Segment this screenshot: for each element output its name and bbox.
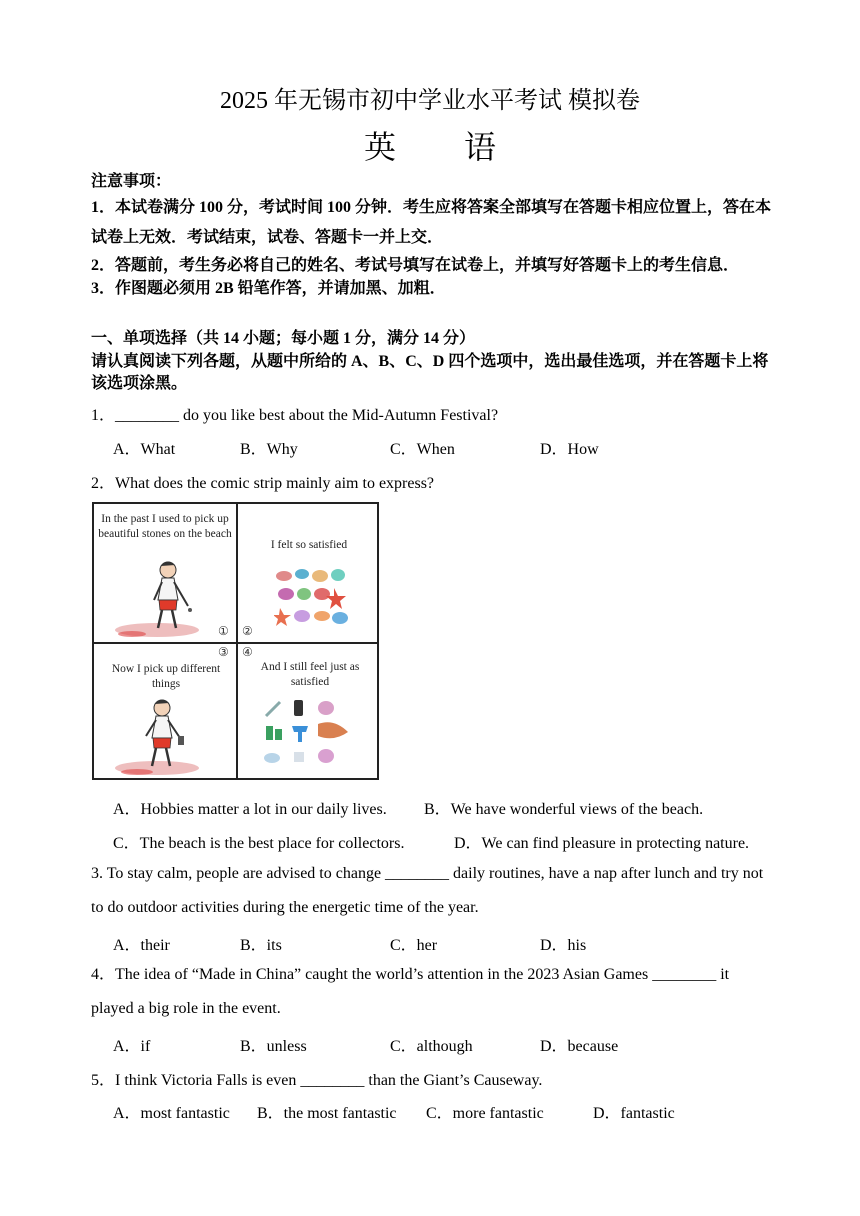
comic-divider-horizontal [94,642,377,644]
boy-collecting-trash-illustration [112,694,222,778]
question-1-option-a[interactable]: A．What [113,441,176,458]
question-5-option-c[interactable]: C．more fantastic [426,1105,544,1122]
question-4-option-c[interactable]: C．although [390,1038,473,1055]
seashells-collection-illustration [274,566,354,626]
comic-strip [92,502,379,780]
comic-panel-2-number: ② [242,624,253,638]
question-1-option-d[interactable]: D．How [540,441,599,458]
question-5-option-b[interactable]: B．the most fantastic [257,1105,397,1122]
comic-panel-1-caption: In the past I used to pick up beautiful stones on the beach [98,513,232,540]
question-1-stem: 1．________ do you like best about the Mid-Autumn Festival? [91,407,499,424]
question-3-option-d[interactable]: D．his [540,937,587,954]
question-2-option-d[interactable]: D．We can find pleasure in protecting nature. [454,835,750,852]
boy-collecting-stones-illustration [112,556,222,640]
comic-panel-3-caption: Now I pick up different things [111,663,221,690]
question-3-option-a[interactable]: A．their [113,937,170,954]
question-2-option-b[interactable]: B．We have wonderful views of the beach. [424,801,704,818]
comic-panel-4-caption: And I still feel just as satisfied [260,661,360,688]
question-3-stem: 3. To stay calm, people are advised to change ________ daily routines, have a nap after lunch and try not to do outdoor activities during the energetic time of the year. [91,865,764,916]
comic-divider-vertical [236,504,238,778]
question-1-option-c[interactable]: C．When [390,441,455,458]
question-5-option-d[interactable]: D．fantastic [593,1105,675,1122]
section-heading: 一、单项选择（共 14 小题；每小题 1 分，满分 14 分） [91,330,476,347]
comic-panel-2-caption: I felt so satisfied [270,539,348,551]
question-5-option-a[interactable]: A．most fantastic [113,1105,230,1122]
comic-panel-3-number: ③ [218,645,229,659]
question-5-stem: 5．I think Victoria Falls is even ________ than the Giant’s Causeway. [91,1072,543,1089]
exam-title: 2025 年无锡市初中学业水平考试 模拟卷 [220,88,640,114]
question-1-option-b[interactable]: B．Why [240,441,298,458]
section-instruction: 请认真阅读下列各题，从题中所给的 A、B、C、D 四个选项中，选出最佳选项，并在答题卡上将该选项涂黑。 [91,353,769,392]
question-4-stem: 4．The idea of “Made in China” caught the world’s attention in the 2023 Asian Games ________ it played a big role in the event. [91,966,730,1017]
question-3-option-c[interactable]: C．her [390,937,438,954]
comic-panel-1-number: ① [218,624,229,638]
question-2-option-c[interactable]: C．The beach is the best place for collectors. [113,835,405,852]
trash-items-collection-illustration [264,698,360,768]
question-2-stem: 2．What does the comic strip mainly aim to express? [91,475,435,492]
question-4-option-b[interactable]: B．unless [240,1038,307,1055]
question-3-option-b[interactable]: B．its [240,937,282,954]
notes-heading: 注意事项： [91,173,172,190]
comic-panel-4-number: ④ [242,645,253,659]
question-2-option-a[interactable]: A．Hobbies matter a lot in our daily lives. [113,801,387,818]
question-4-option-a[interactable]: A．if [113,1038,151,1055]
notes-item-2: 2．答题前，考生务必将自己的姓名、考试号填写在试卷上，并填写好答题卡上的考生信息． [91,257,740,274]
notes-item-3: 3．作图题必须用 2B 铅笔作答，并请加黑、加粗． [91,280,446,297]
question-4-option-d[interactable]: D．because [540,1038,619,1055]
notes-item-1: 1．本试卷满分 100 分，考试时间 100 分钟．考生应将答案全部填写在答题卡相应位置上，答在本试卷上无效．考试结束，试卷、答题卡一并上交． [91,199,772,246]
subject-title: 英 语 [363,129,526,165]
